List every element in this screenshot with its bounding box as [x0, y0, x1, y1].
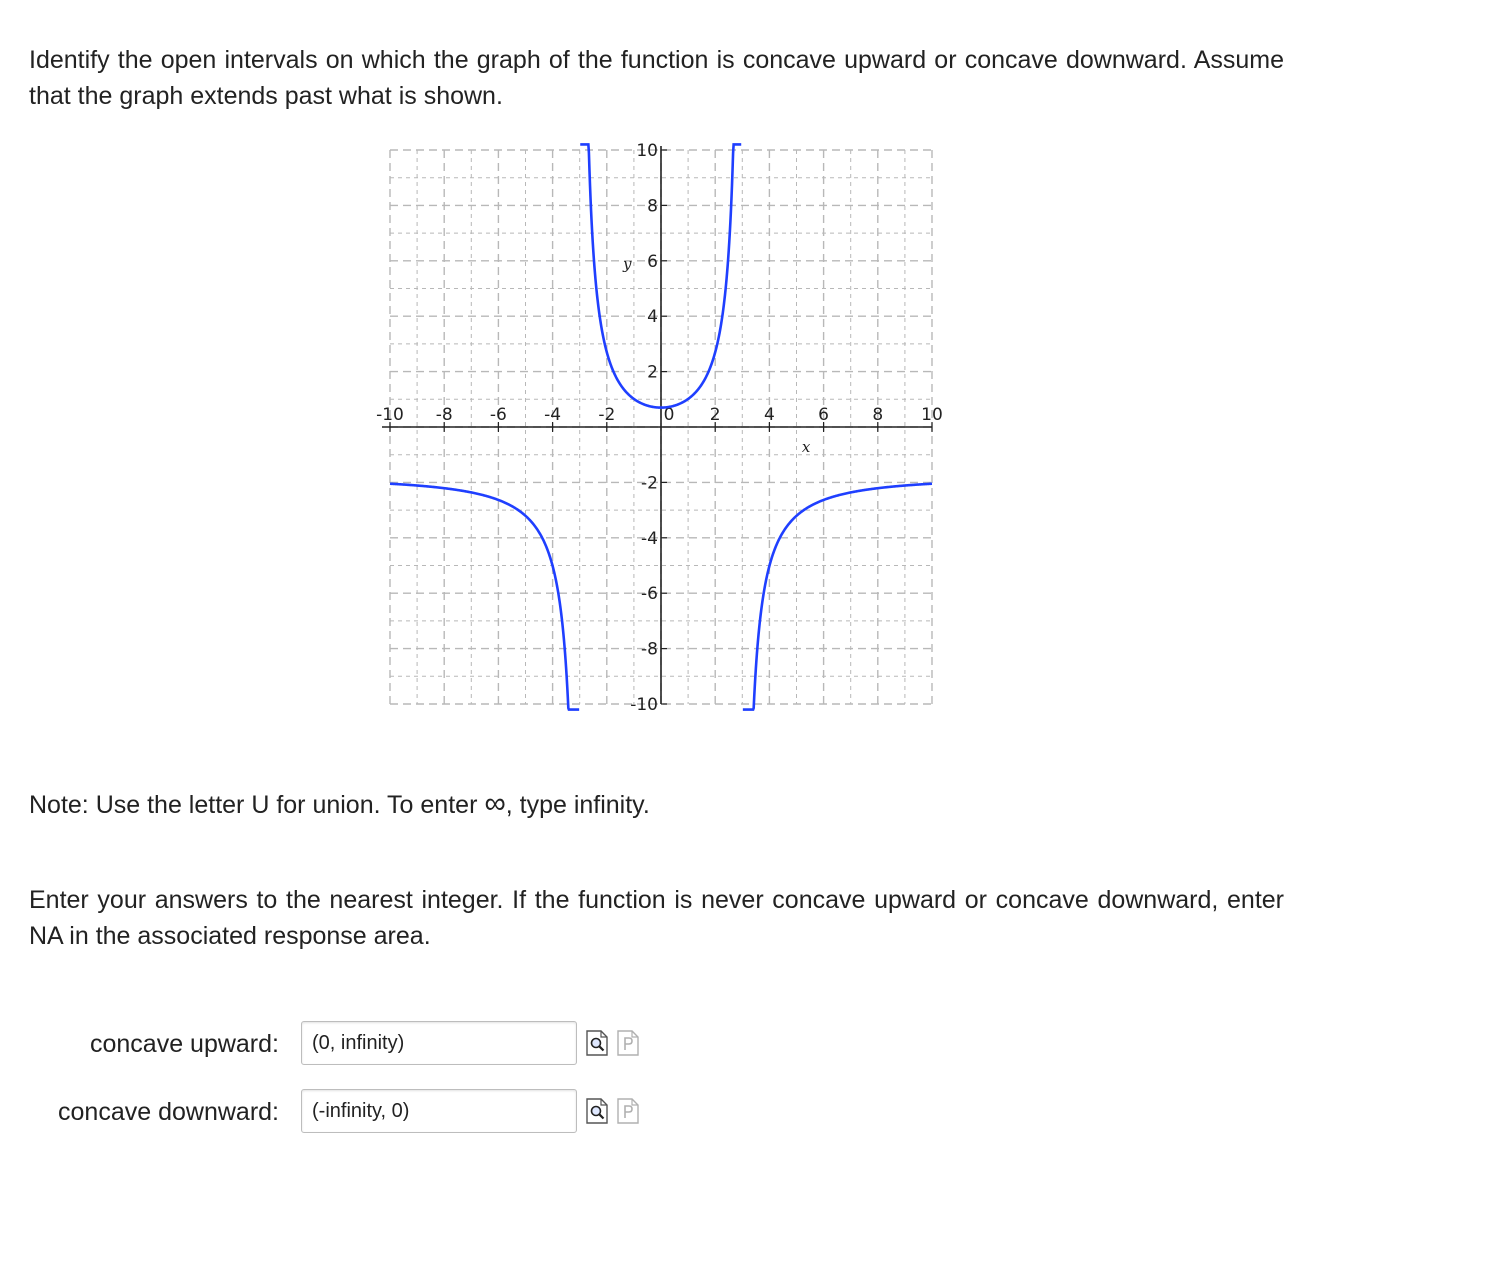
instructions-text: Enter your answers to the nearest integer. If the function is never concave upward or concave downward, enter NA in the associated response area. [29, 886, 1284, 950]
curve-right-branch [743, 484, 932, 710]
y-tick-label: -8 [641, 639, 658, 660]
x-tick-label: 6 [818, 405, 830, 425]
x-tick-label: 0 [663, 405, 675, 425]
format-icon[interactable] [617, 1098, 639, 1124]
y-axis-label: y [623, 255, 632, 274]
concave-upward-input[interactable] [301, 1021, 577, 1065]
x-tick-label: 10 [921, 405, 943, 425]
x-tick-label: -10 [376, 405, 404, 425]
x-tick-label: -8 [435, 405, 453, 425]
curve-left-branch [390, 484, 579, 710]
x-axis-label: x [801, 437, 811, 456]
y-tick-label: 4 [647, 307, 658, 328]
graph-axes [382, 146, 932, 704]
y-tick-label: -2 [641, 473, 658, 494]
x-tick-label: 4 [763, 405, 775, 425]
x-tick-label: -6 [489, 405, 507, 425]
concave-upward-label: concave upward: [89, 1030, 279, 1058]
note-text-after: , type infinity. [505, 791, 650, 819]
y-tick-label: 10 [636, 141, 658, 161]
question-text: Identify the open intervals on which the graph of the function is concave upward or concave downward. Assume that the graph extends past what is shown. [29, 46, 1284, 110]
preview-icon[interactable] [586, 1030, 608, 1056]
y-tick-label: 2 [647, 362, 658, 383]
concave-downward-input[interactable] [301, 1089, 577, 1133]
function-graph [360, 138, 950, 714]
note-text-before: Note: Use the letter U for union. To enter [29, 791, 485, 819]
x-tick-label: -4 [544, 405, 562, 425]
y-tick-label: 8 [647, 196, 658, 217]
y-tick-label: -6 [641, 584, 658, 605]
y-tick-label: -4 [641, 528, 658, 549]
x-tick-label: -2 [598, 405, 616, 425]
note-text [29, 786, 650, 823]
infinity-symbol: ∞ [484, 787, 506, 820]
answer-row-downward [0, 1089, 700, 1135]
y-tick-label: 6 [647, 251, 658, 272]
format-icon[interactable] [617, 1030, 639, 1056]
concave-downward-label: concave downward: [58, 1098, 279, 1126]
preview-icon[interactable] [586, 1098, 608, 1124]
x-tick-label: 2 [709, 405, 721, 425]
answer-row-upward [0, 1021, 700, 1067]
y-tick-label: -10 [630, 695, 658, 714]
x-tick-label: 8 [872, 405, 884, 425]
